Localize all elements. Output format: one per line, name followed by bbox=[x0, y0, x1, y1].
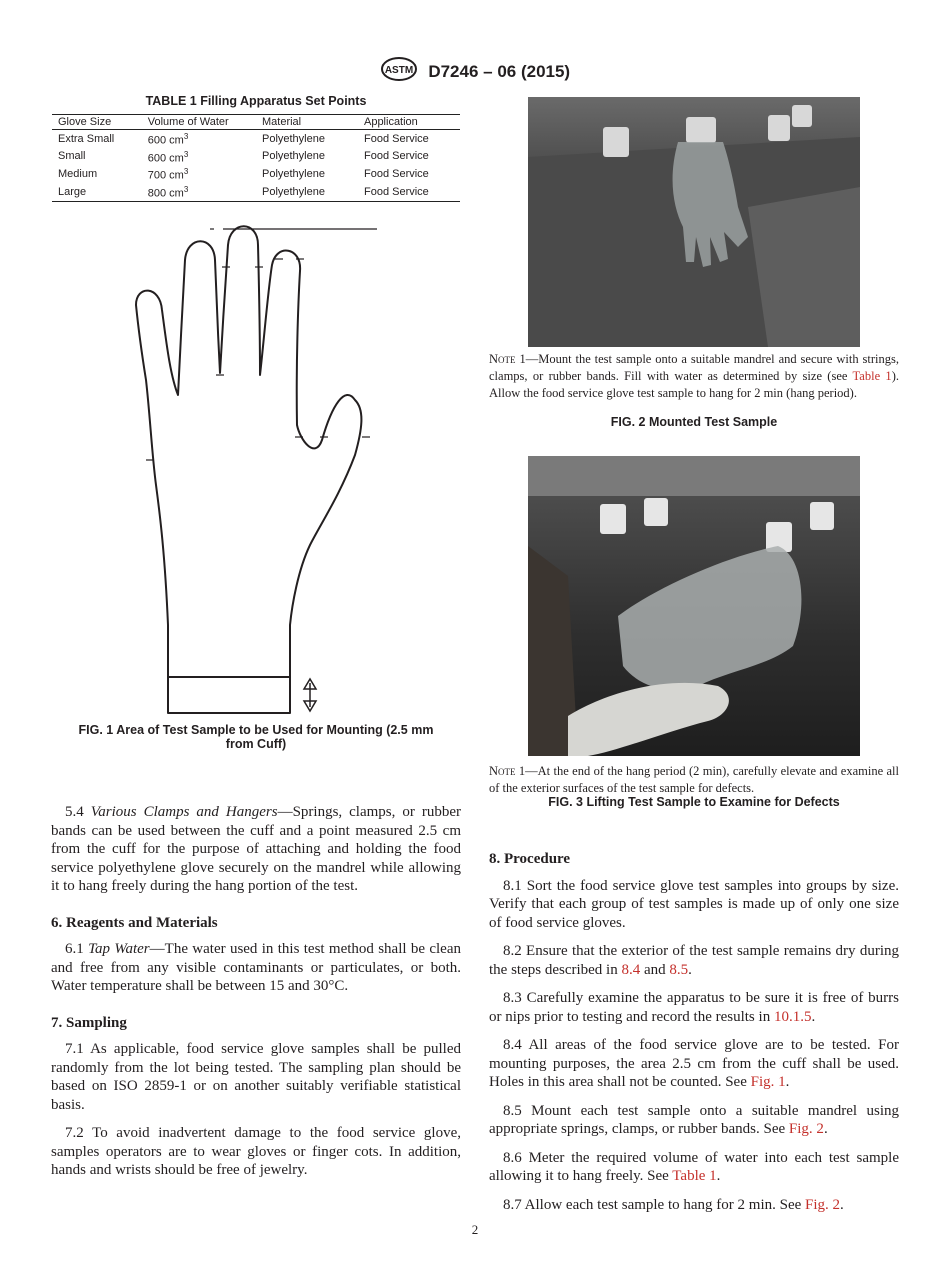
section-10-1-5-link[interactable]: 10.1.5 bbox=[773, 1008, 812, 1025]
paragraph-6-1: 6.1 Tap Water—The water used in this test method shall be clean and free from any visible contaminants or particulates, or both. Water temperature shall be between 15 and 30°C. bbox=[51, 941, 462, 994]
fig2-link[interactable]: Fig. 2 bbox=[805, 1196, 841, 1213]
page-header bbox=[0, 56, 950, 87]
column-header: Application bbox=[358, 115, 460, 130]
cell-volume: 700 $cm^3$ bbox=[147, 167, 189, 182]
section-6-heading: 6. Reagents and Materials bbox=[51, 914, 218, 931]
table1-link[interactable]: Table 1 bbox=[672, 1168, 717, 1184]
table-row bbox=[52, 130, 460, 148]
cell-size: Large bbox=[52, 183, 142, 201]
cell-application: Food Service bbox=[363, 150, 429, 163]
standard-designation: D7246 – 06 (2015) bbox=[428, 61, 571, 81]
fig2-caption: FIG. 2 Mounted Test Sample bbox=[610, 415, 778, 429]
paragraph-8-1: 8.1 Sort the food service glove test samples into groups by size. Verify that each group of test samples is made up of only one size of food service gloves. bbox=[489, 877, 899, 931]
cell-application: Food Service bbox=[363, 168, 429, 181]
section-8-5-link[interactable]: 8.5 bbox=[669, 961, 689, 978]
svg-text:ASTM: ASTM bbox=[384, 65, 414, 76]
cell-material: Polyethylene bbox=[256, 183, 358, 201]
page-number: 2 bbox=[471, 1222, 479, 1237]
cell-size: Medium bbox=[58, 168, 98, 181]
fig1-caption: FIG. 1 Area of Test Sample to be Used for Mounting (2.5 mm from Cuff) bbox=[78, 723, 434, 751]
column-header: Material bbox=[256, 115, 358, 130]
left-column-text bbox=[51, 803, 461, 1190]
table-header-row bbox=[52, 115, 460, 130]
section-7-heading: 7. Sampling bbox=[51, 1014, 127, 1031]
filling-apparatus-table bbox=[52, 114, 460, 202]
column-header: Glove Size bbox=[52, 115, 142, 130]
paragraph-8-5: 8.5 Mount each test sample onto a suitable mandrel using appropriate springs, clamps, or rubber bands. See Fig. 2. bbox=[489, 1102, 899, 1137]
fig2-note: Note 1—Mount the test sample onto a suitable mandrel and secure with strings, clamps, or rubber bands. Fill with water as determined by size (see Table 1). Allow the food service glove test sample to hang for 2 min (hang period). bbox=[489, 352, 899, 400]
table-row bbox=[52, 165, 460, 183]
table1-caption: TABLE 1 Filling Apparatus Set Points bbox=[145, 94, 367, 108]
astm-logo-icon bbox=[380, 56, 418, 87]
cell-material: Polyethylene bbox=[261, 168, 325, 181]
column-header: Volume of Water bbox=[142, 115, 256, 130]
fig3-caption: FIG. 3 Lifting Test Sample to Examine for Defects bbox=[548, 795, 840, 809]
section-8-4-link[interactable]: 8.4 bbox=[621, 961, 641, 978]
table-row bbox=[52, 148, 460, 166]
cell-size: Extra Small bbox=[58, 132, 115, 145]
right-column-text bbox=[489, 850, 899, 1224]
cell-volume: 600 $cm^3$ bbox=[147, 132, 189, 147]
table1-link[interactable]: Table 1 bbox=[852, 369, 892, 383]
section-8-heading: 8. Procedure bbox=[489, 851, 571, 867]
fig2-link[interactable]: Fig. 2 bbox=[788, 1121, 824, 1137]
glove-outline-figure bbox=[100, 215, 440, 715]
fig1-link[interactable]: Fig. 1 bbox=[750, 1074, 786, 1090]
paragraph-5-4: 5.4 Various Clamps and Hangers—Springs, clamps, or rubber bands can be used between the cuff and a point measured 2.5 cm from the cuff for the purpose of attaching and holding the food service polyethylene glove securely on the mandrel while allowing it to hang freely during the hang portion of the test. bbox=[51, 804, 461, 894]
paragraph-8-2: 8.2 Ensure that the exterior of the test sample remains dry during the steps described in 8.4 and 8.5. bbox=[489, 943, 899, 978]
cell-volume: 800 $cm^3$ bbox=[142, 183, 256, 201]
paragraph-8-4: 8.4 All areas of the food service glove are to be tested. For mounting purposes, the area 2.5 cm from the cuff shall be used. Holes in this area shall not be counted. See Fig. 1. bbox=[489, 1037, 899, 1090]
paragraph-8-6: 8.6 Meter the required volume of water into each test sample allowing it to hang freely. See Table 1. bbox=[489, 1149, 899, 1184]
cell-volume: 600 $cm^3$ bbox=[147, 149, 189, 165]
cell-application: Food Service bbox=[363, 132, 429, 145]
paragraph-8-3: 8.3 Carefully examine the apparatus to be sure it is free of burrs or nips prior to testing and record the results in 10.1.5. bbox=[489, 990, 899, 1025]
paragraph-8-7: 8.7 Allow each test sample to hang for 2 min. See Fig. 2. bbox=[503, 1196, 844, 1213]
mounted-sample-photo bbox=[528, 97, 860, 347]
cell-material: Polyethylene bbox=[261, 132, 325, 145]
table-row bbox=[52, 183, 460, 201]
lifting-sample-photo bbox=[528, 456, 860, 756]
paragraph-7-2: 7.2 To avoid inadvertent damage to the food service glove, samples operators are to wear gloves or finger cots. In addition, hands and wrists should be free of jewelry. bbox=[51, 1125, 461, 1178]
paragraph-7-1: 7.1 As applicable, food service glove samples shall be pulled randomly from the lot being tested. The sampling plan should be based on ISO 2859-1 or on another suitably verifiable statistical basis. bbox=[51, 1041, 461, 1113]
cell-material: Polyethylene bbox=[261, 150, 325, 163]
fig3-note: Note 1—At the end of the hang period (2 min), carefully elevate and examine all of the exterior surfaces of the test sample for defects. bbox=[489, 764, 899, 795]
cell-size: Small bbox=[58, 150, 86, 163]
cell-application: Food Service bbox=[358, 183, 460, 201]
